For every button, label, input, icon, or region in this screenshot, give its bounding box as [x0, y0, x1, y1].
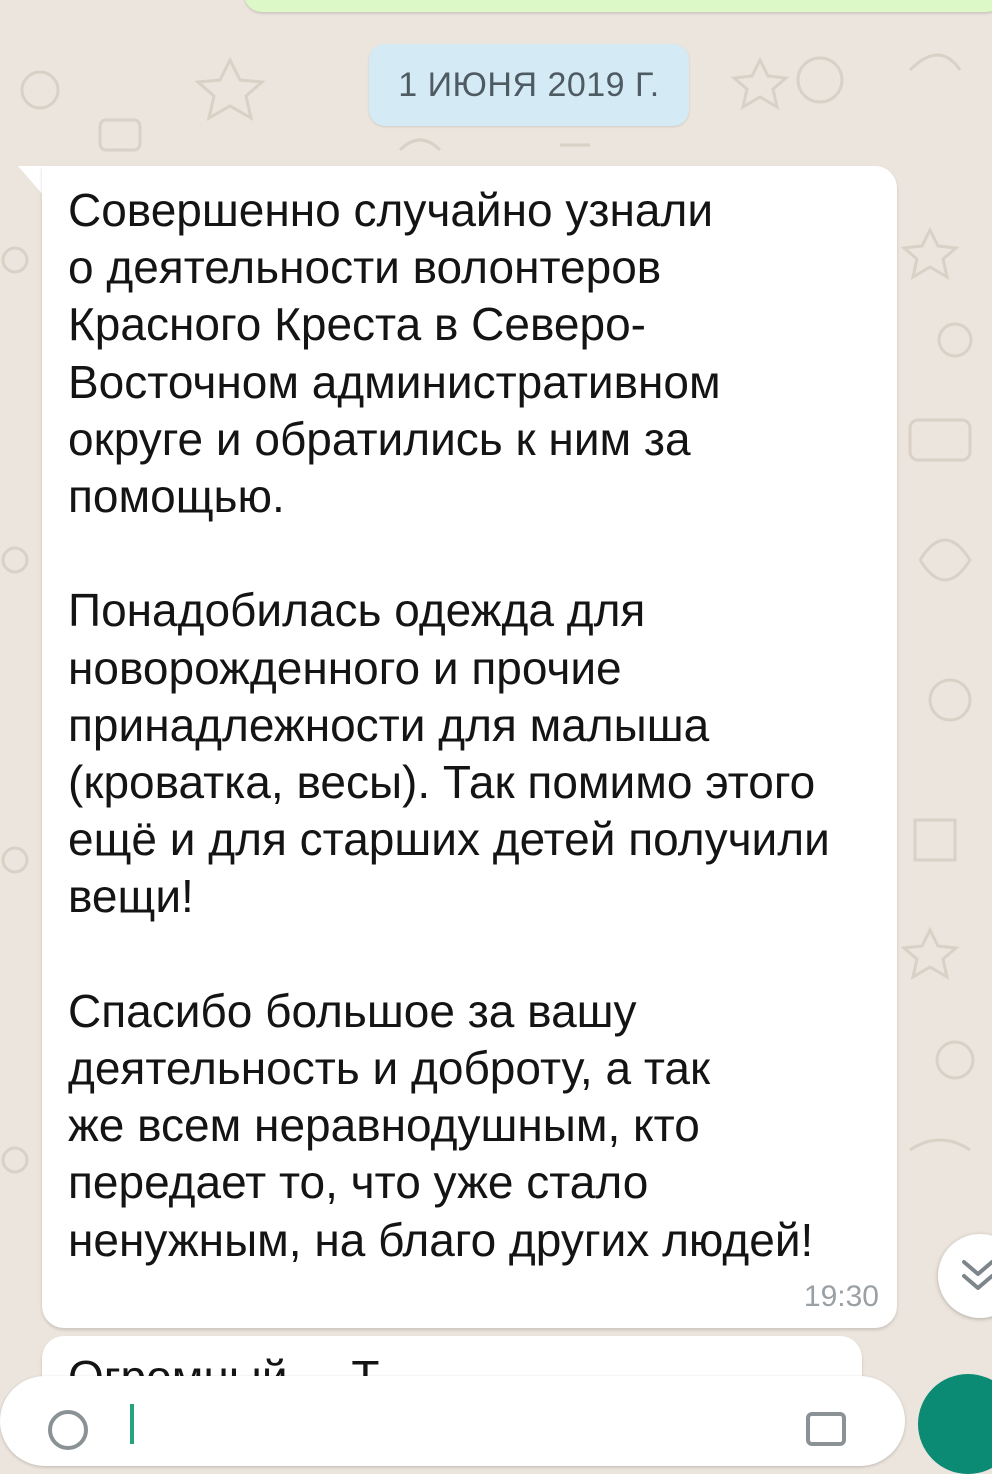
- message-timestamp: 19:30: [803, 1280, 879, 1313]
- message-input-field[interactable]: [0, 1376, 905, 1466]
- emoji-icon[interactable]: [48, 1410, 88, 1450]
- message-input-bar: [0, 1364, 992, 1417]
- mic-button[interactable]: [918, 1374, 992, 1474]
- camera-icon[interactable]: [806, 1412, 846, 1446]
- incoming-message-bubble[interactable]: [42, 166, 897, 1328]
- date-separator: 1 ИЮНЯ 2019 Г.: [369, 44, 689, 126]
- previous-outgoing-message[interactable]: [244, 0, 992, 12]
- message-text: Совершенно случайно узнали о деятельности волонтеров Красного Креста в Северо- Восточном административном округе и обратились к ним за помощью. Понадобилась одежда для новорожденного и прочие принадлежности для малыша (кроватка, весы). Так помимо этого ещё и для старших детей получили вещи! Спасибо большое за вашу деятельность и доброту, а так же всем неравнодушным, кто передает то, что уже стало ненужным, на благо других людей!: [68, 184, 830, 1266]
- message-bubble-tail: [18, 166, 44, 196]
- chevron-double-down-icon: [958, 1256, 992, 1296]
- text-cursor: [130, 1404, 134, 1444]
